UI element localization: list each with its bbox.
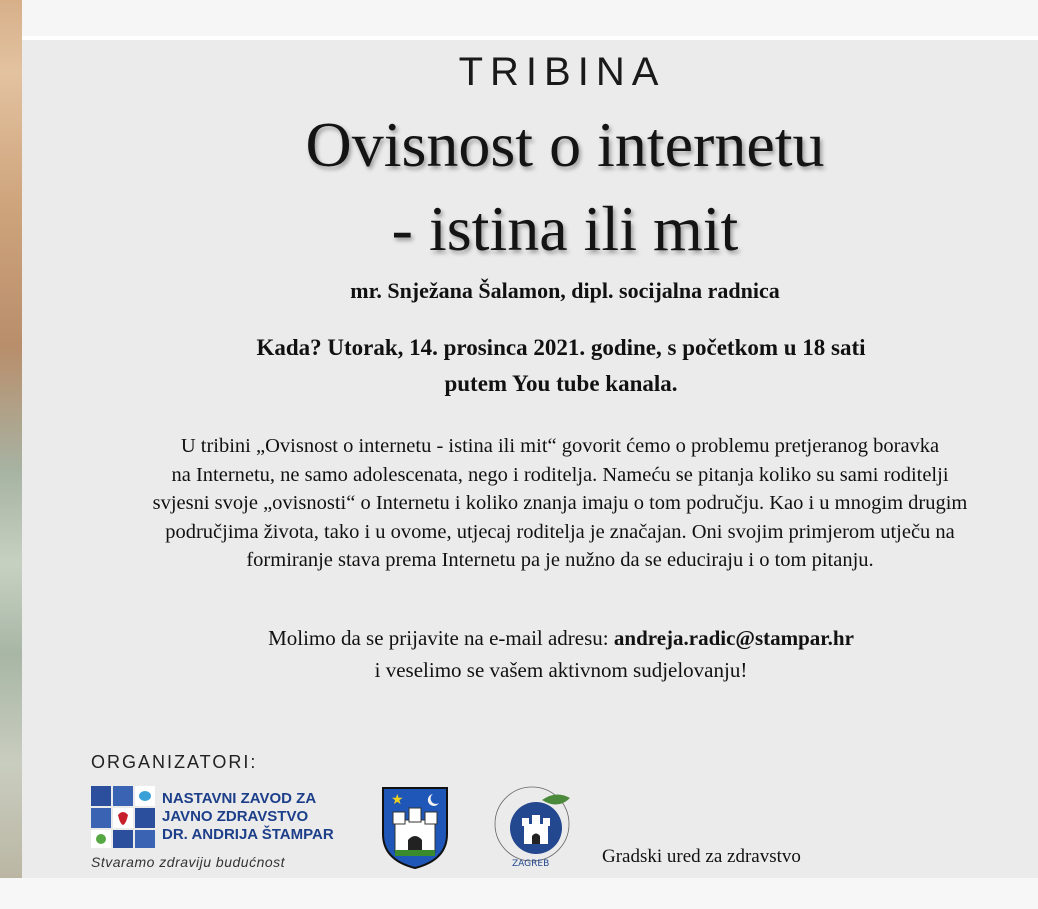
bottom-strip [0, 878, 1038, 909]
healthy-city-zagreb-logo-icon [492, 784, 582, 870]
stampar-name-line1: NASTAVNI ZAVOD ZA [162, 790, 317, 807]
description-line: na Internetu, ne samo adolescenata, nego i roditelja. Nameću se pitanja koliko su sami roditelji [171, 463, 949, 486]
event-description [70, 432, 1038, 575]
event-title-line2: - istina ili mit [391, 193, 739, 264]
description-line: formiranje stava prema Internetu pa je nužno da se educiraju i o tom pitanju. [246, 549, 874, 572]
stampar-logo-icon [91, 786, 161, 848]
svg-text:★: ★ [391, 792, 404, 808]
city-health-office: Gradski ured za zdravstvo [602, 846, 801, 867]
contact-email-link[interactable]: andreja.radic@stampar.hr [613, 626, 854, 650]
stampar-name-line3: DR. ANDRIJA ŠTAMPAR [162, 826, 334, 843]
description-line: U tribini „Ovisnost o internetu - istina ili mit“ govorit ćemo o problemu pretjeranog boravka [180, 435, 940, 457]
event-when [86, 330, 1036, 402]
background-photo-edge [0, 0, 22, 909]
event-date-line: Kada? Utorak, 14. prosinca 2021. godine, s početkom u 18 sati [256, 335, 866, 360]
registration-closing: i veselimo se vašem aktivnom sudjelovanju! [374, 658, 748, 682]
description-line: svjesni svoje „ovisnosti“ o Internetu i koliko znanja imaju o tom području. Kao i u mnogim drugim [152, 492, 968, 515]
organizers-label: ORGANIZATORI: [91, 752, 258, 772]
description-line: područjima života, tako i u ovome, utjecaj roditelja je značajan. Oni svojim primjerom utječu na [165, 520, 955, 543]
stampar-name [162, 790, 334, 844]
top-banner-strip [22, 0, 1038, 40]
event-channel-line: putem You tube kanala. [444, 371, 678, 396]
registration-line [86, 622, 1036, 654]
zagreb-coat-of-arms-icon [381, 786, 449, 870]
event-type-label: TRIBINA [458, 50, 666, 94]
stampar-name-line2: JAVNO ZDRAVSTVO [162, 808, 309, 825]
stampar-slogan: Stvaramo zdraviju budućnost [91, 854, 286, 870]
registration-info [86, 622, 1036, 686]
event-title-line1: Ovisnost o internetu [305, 109, 825, 180]
speaker-name: mr. Snježana Šalamon, dipl. socijalna radnica [350, 278, 780, 303]
registration-prefix: Molimo da se prijavite na e-mail adresu: [268, 626, 614, 650]
healthy-city-label: ZAGREB [512, 859, 550, 869]
